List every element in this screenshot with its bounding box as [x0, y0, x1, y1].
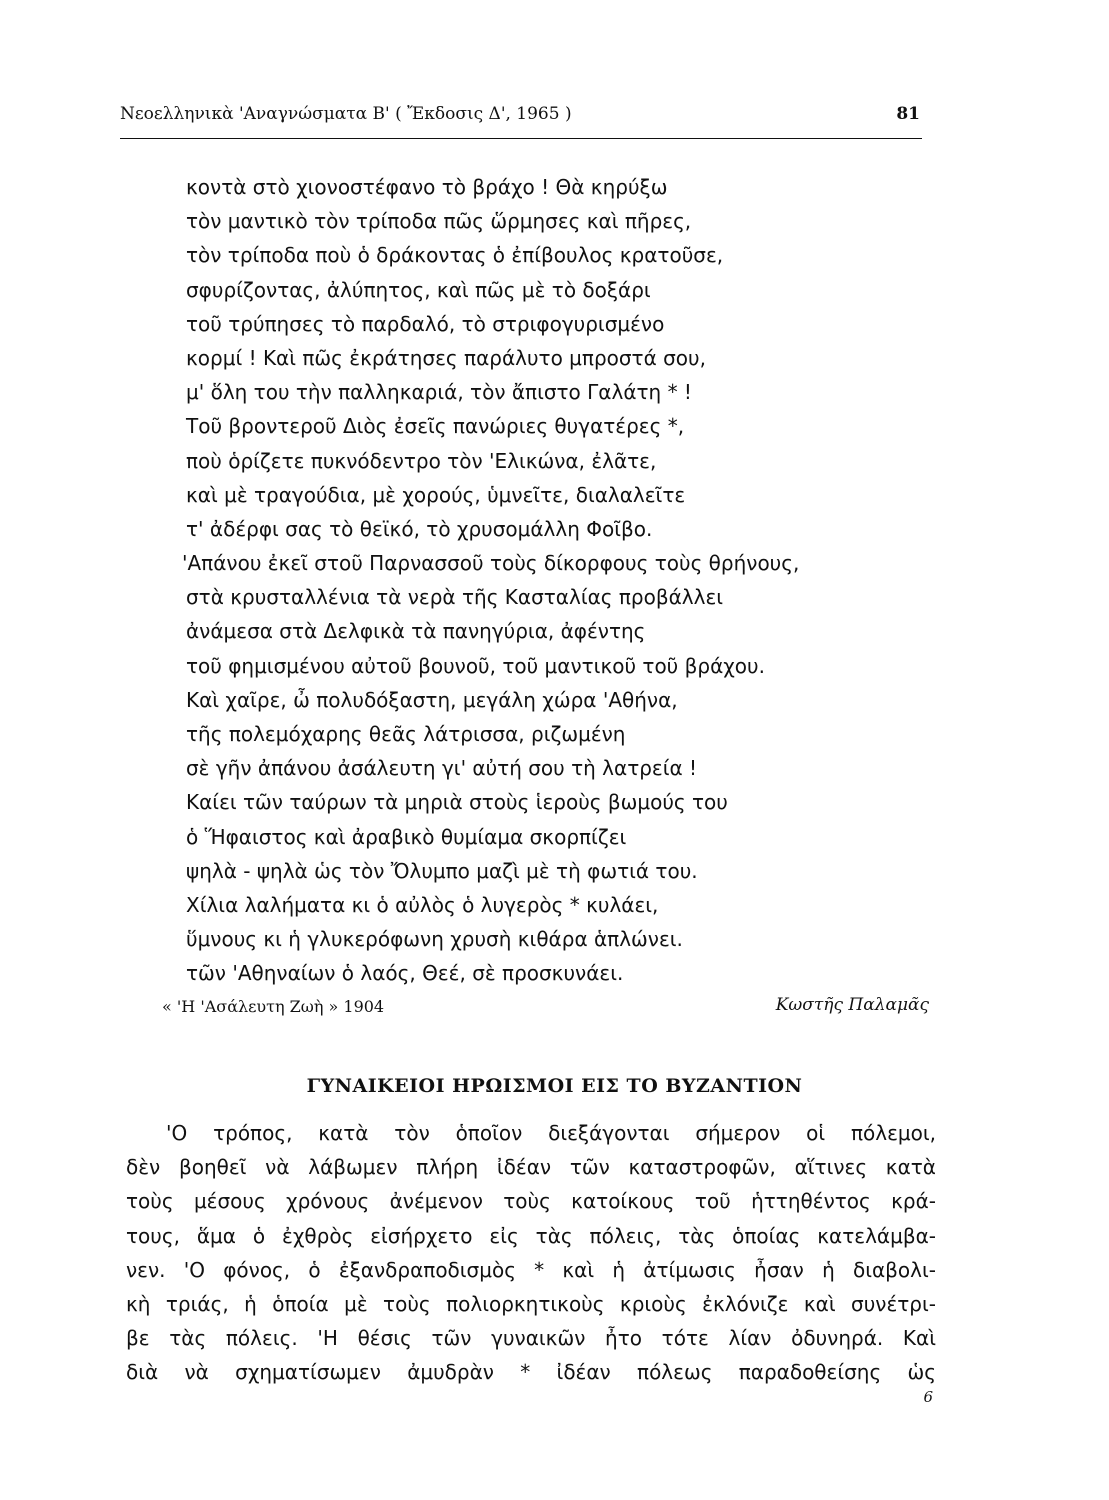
header-title: Νεοελληνικὰ 'Αναγνώσματα Β' ( Ἔκδοσις Δ', 1965 ): [120, 104, 572, 124]
poem: [182, 170, 926, 991]
poem-line: ποὺ ὁρίζετε πυκνόδεντρο τὸν 'Ελικώνα, ἐλᾶτε,: [186, 448, 657, 473]
header-rule: [120, 138, 922, 139]
section-title: ΓΥΝΑΙΚΕΙΟΙ ΗΡΩΙΣΜΟΙ ΕΙΣ ΤΟ ΒΥΖΑΝΤΙΟΝ: [306, 1075, 803, 1097]
poem-line: τ' ἀδέρφι σας τὸ θεϊκό, τὸ χρυσομάλλη Φοῖβο.: [186, 516, 653, 541]
poem-line: τῆς πολεμόχαρης θεᾶς λάτρισσα, ριζωμένη: [186, 722, 626, 746]
poem-line: στὰ κρυσταλλένια τὰ νερὰ τῆς Κασταλίας προβάλλει: [186, 585, 724, 610]
poem-line: τοῦ φημισμένου αὐτοῦ βουνοῦ, τοῦ μαντικοῦ τοῦ βράχου.: [186, 653, 765, 678]
poem-line: τοῦ τρύπησες τὸ παρδαλό, τὸ στριφογυρισμένο: [186, 311, 665, 336]
prose-line: τοὺς μέσους χρόνους ἀνέμενον τοὺς κατοίκους τοῦ ἡττηθέντος κρά-: [126, 1189, 936, 1214]
prose-line: δὲν βοηθεῖ νὰ λάβωμεν πλήρη ἰδέαν τῶν καταστροφῶν, αἵτινες κατὰ: [126, 1155, 936, 1180]
poem-line: τῶν 'Αθηναίων ὁ λαός, Θεέ, σὲ προσκυνάει.: [186, 961, 624, 986]
poem-line: Τοῦ βροντεροῦ Διὸς ἐσεῖς πανώριες θυγατέρες *,: [186, 414, 685, 439]
poem-line: 'Απάνου ἐκεῖ στοῦ Παρνασσοῦ τοὺς δίκορφους τοὺς θρήνους,: [182, 551, 800, 576]
poem-line: ὕμνους κι ἡ γλυκερόφωνη χρυσὴ κιθάρα ἁπλώνει.: [186, 927, 683, 952]
poem-line: Καὶ χαῖρε, ὦ πολυδόξαστη, μεγάλη χώρα 'Αθήνα,: [186, 687, 678, 712]
poem-line: Καίει τῶν ταύρων τὰ μηριὰ στοὺς ἱεροὺς βωμούς του: [186, 790, 728, 815]
poem-line: σὲ γῆν ἀπάνου ἀσάλευτη γι' αὐτή σου τὴ λατρεία !: [186, 756, 698, 781]
prose-line: διὰ νὰ σχηματίσωμεν ἀμυδρὰν * ἰδέαν πόλεως παραδοθείσης ὡς: [126, 1360, 936, 1385]
running-header: [120, 104, 920, 132]
poem-line: κοντὰ στὸ χιονοστέφανο τὸ βράχο ! Θὰ κηρύξω: [186, 175, 668, 199]
poem-author: Κωστῆς Παλαμᾶς: [775, 995, 929, 1015]
prose-line: νεν. 'Ο φόνος, ὁ ἐξανδραποδισμὸς * καὶ ἡ ἀτίμωσις ἦσαν ἡ διαβολι-: [126, 1257, 936, 1282]
printer-signature: 6: [923, 1388, 933, 1406]
poem-line: σφυρίζοντας, ἀλύπητος, καὶ πῶς μὲ τὸ δοξάρι: [186, 277, 651, 302]
poem-line: Χίλια λαλήματα κι ὁ αὐλὸς ὁ λυγερὸς * κυλάει,: [186, 892, 659, 917]
page-number: 81: [896, 104, 920, 124]
poem-source: « 'Η 'Ασάλευτη Ζωὴ » 1904: [162, 997, 385, 1016]
poem-line: τὸν μαντικὸ τὸν τρίποδα πῶς ὥρμησες καὶ πῆρες,: [186, 209, 692, 234]
prose-line: κὴ τριάς, ἡ ὁποία μὲ τοὺς πολιορκητικοὺς κριοὺς ἐκλόνιζε καὶ συνέτρι-: [126, 1291, 936, 1316]
poem-line: μ' ὅλη του τὴν παλληκαριά, τὸν ἄπιστο Γαλάτη * !: [186, 380, 692, 405]
prose-line: τους, ἅμα ὁ ἐχθρὸς εἰσήρχετο εἰς τὰς πόλεις, τὰς ὁποίας κατελάμβα-: [126, 1223, 936, 1248]
poem-line: ψηλὰ - ψηλὰ ὡς τὸν Ὄλυμπο μαζὶ μὲ τὴ φωτιά του.: [186, 858, 698, 883]
poem-line: ὁ Ἥφαιστος καὶ ἀραβικὸ θυμίαμα σκορπίζει: [186, 824, 627, 849]
poem-line: ἀνάμεσα στὰ Δελφικὰ τὰ πανηγύρια, ἀφέντης: [186, 619, 646, 644]
poem-line: κορμί ! Καὶ πῶς ἐκράτησες παράλυτο μπροστά σου,: [186, 345, 706, 370]
prose-line: βε τὰς πόλεις. 'Η θέσις τῶν γυναικῶν ἦτο τότε λίαν ὀδυνηρά. Καὶ: [126, 1326, 936, 1351]
prose-line: 'Ο τρόπος, κατὰ τὸν ὁποῖον διεξάγονται σήμερον οἱ πόλεμοι,: [166, 1121, 936, 1145]
poem-line: τὸν τρίποδα ποὺ ὁ δράκοντας ὁ ἐπίβουλος κρατοῦσε,: [186, 243, 724, 268]
poem-line: καὶ μὲ τραγούδια, μὲ χορούς, ὑμνεῖτε, διαλαλεῖτε: [186, 482, 686, 507]
prose-paragraph: [126, 1116, 936, 1390]
